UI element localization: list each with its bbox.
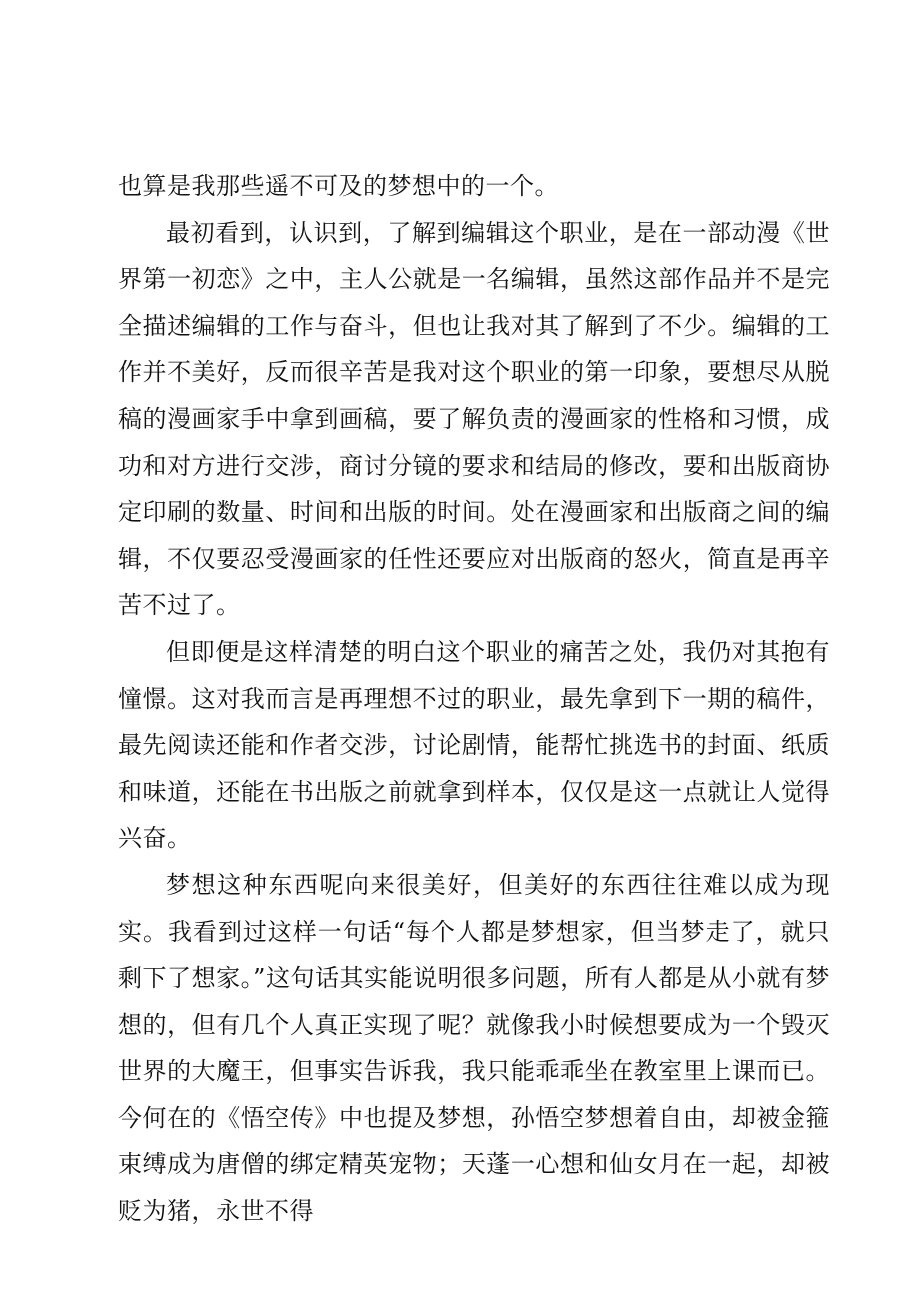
paragraph-2: 最初看到，认识到，了解到编辑这个职业，是在一部动漫《世界第一初恋》之中，主人公就是一名编辑，虽然这部作品并不是完全描述编辑的工作与奋斗，但也让我对其了解到了不少。编辑的工作并不美好，反而很辛苦是我对这个职业的第一印象，要想尽从脱稿的漫画家手中拿到画稿，要了解负责的漫画家的性格和习惯，成功和对方进行交涉，商讨分镜的要求和结局的修改，要和出版商协定印刷的数量、时间和出版的时间。处在漫画家和出版商之间的编辑，不仅要忍受漫画家的任性还要应对出版商的怒火，简直是再辛苦不过了。 — [118, 218, 830, 620]
paragraph-3: 但即便是这样清楚的明白这个职业的痛苦之处，我仍对其抱有憧憬。这对我而言是再理想不过的职业，最先拿到下一期的稿件，最先阅读还能和作者交涉，讨论剧情，能帮忙挑选书的封面、纸质和味道，还能在书出版之前就拿到样本，仅仅是这一点就让人觉得兴奋。 — [118, 637, 830, 853]
paragraph-4: 梦想这种东西呢向来很美好，但美好的东西往往难以成为现实。我看到过这样一句话“每个人都是梦想家，但当梦走了，就只剩下了想家。”这句话其实能说明很多问题，所有人都是从小就有梦想的，但有几个人真正实现了呢？就像我小时候想要成为一个毁灭世界的大魔王，但事实告诉我，我只能乖乖坐在教室里上课而已。今何在的《悟空传》中也提及梦想，孙悟空梦想着自由，却被金箍束缚成为唐僧的绑定精英宠物；天蓬一心想和仙女月在一起，却被贬为猪，永世不得 — [118, 870, 830, 1226]
paragraph-1: 也算是我那些遥不可及的梦想中的一个。 — [118, 172, 559, 200]
body-text — [118, 163, 830, 1235]
